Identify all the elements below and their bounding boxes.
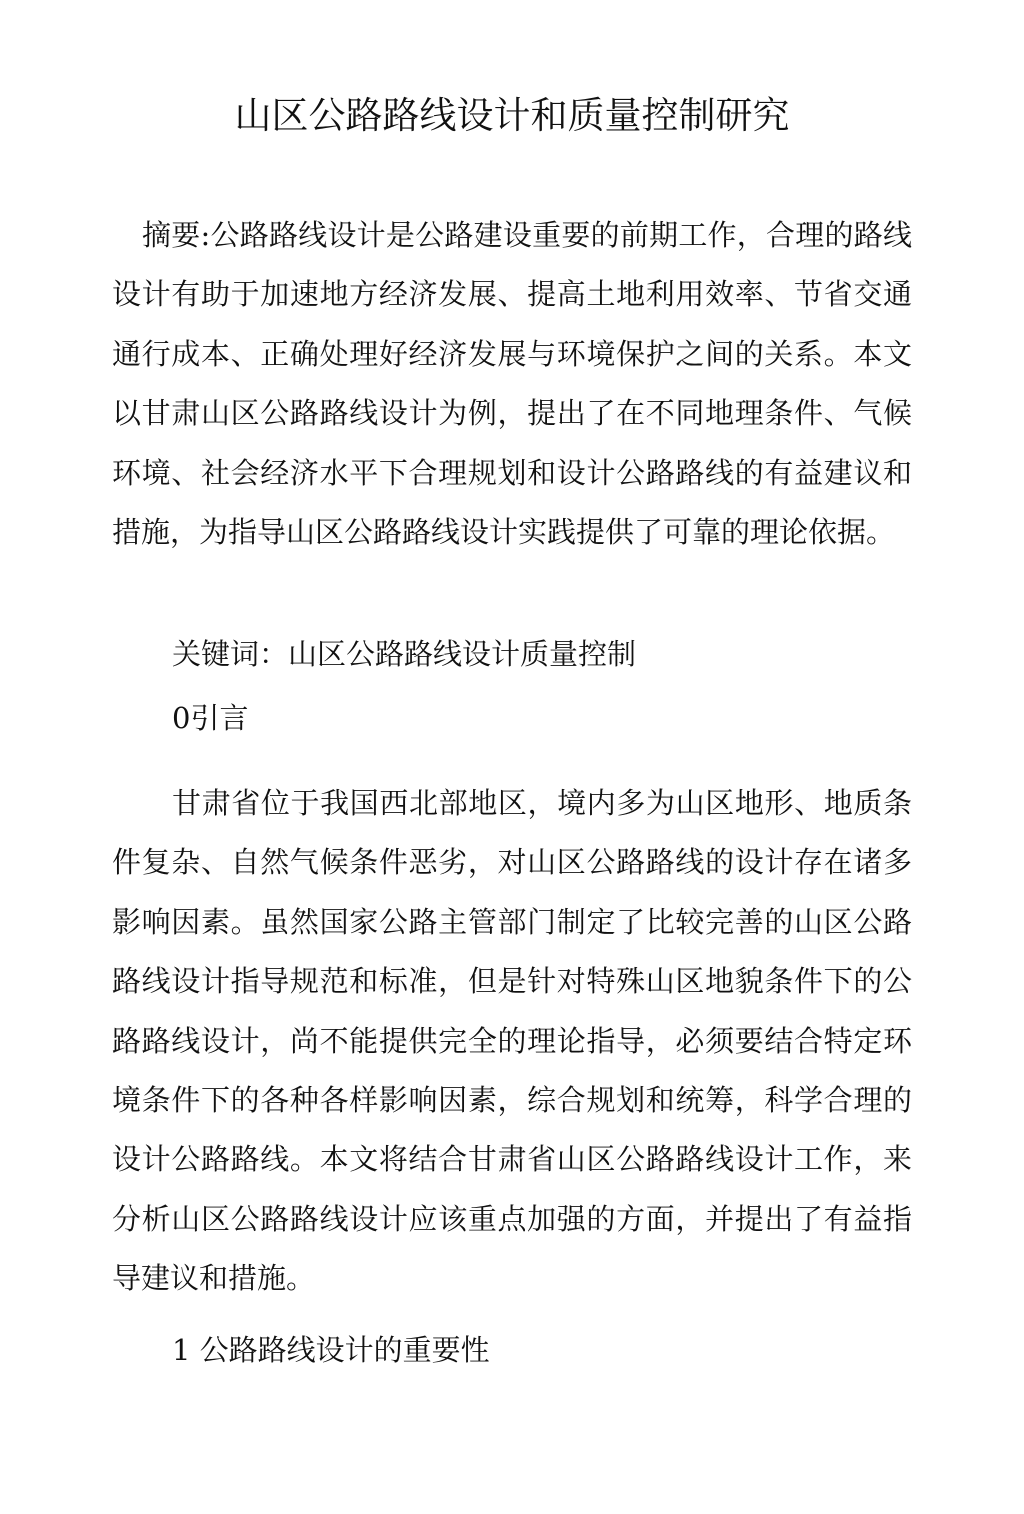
abstract-paragraph: 摘要:公路路线设计是公路建设重要的前期工作，合理的路线设计有助于加速地方经济发展、提高土地利用效率、节省交通通行成本、正确处理好经济发展与环境保护之间的关系。本文以甘肃山区公路路线设计为例，提出了在不同地理条件、气候环境、社会经济水平下合理规划和设计公路路线的有益建议和措施，为指导山区公路路线设计实践提供了可靠的理论依据。	[112, 218, 912, 550]
keywords-line: 关键词：山区公路路线设计质量控制	[172, 637, 637, 671]
introduction-paragraph: 甘肃省位于我国西北部地区，境内多为山区地形、地质条件复杂、自然气候条件恶劣，对山区公路路线的设计存在诸多影响因素。虽然国家公路主管部门制定了比较完善的山区公路路线设计指导规范和标准，但是针对特殊山区地貌条件下的公路路线设计，尚不能提供完全的理论指导，必须要结合特定环境条件下的各种各样影响因素，综合规划和统筹，科学合理的设计公路路线。本文将结合甘肃省山区公路路线设计工作，来分析山区公路路线设计应该重点加强的方面，并提出了有益指导建议和措施。	[112, 786, 912, 1296]
section-heading-introduction: 0引言	[172, 701, 249, 735]
document-title: 山区公路路线设计和质量控制研究	[234, 94, 790, 137]
section-heading-importance: 1 公路路线设计的重要性	[172, 1333, 490, 1367]
